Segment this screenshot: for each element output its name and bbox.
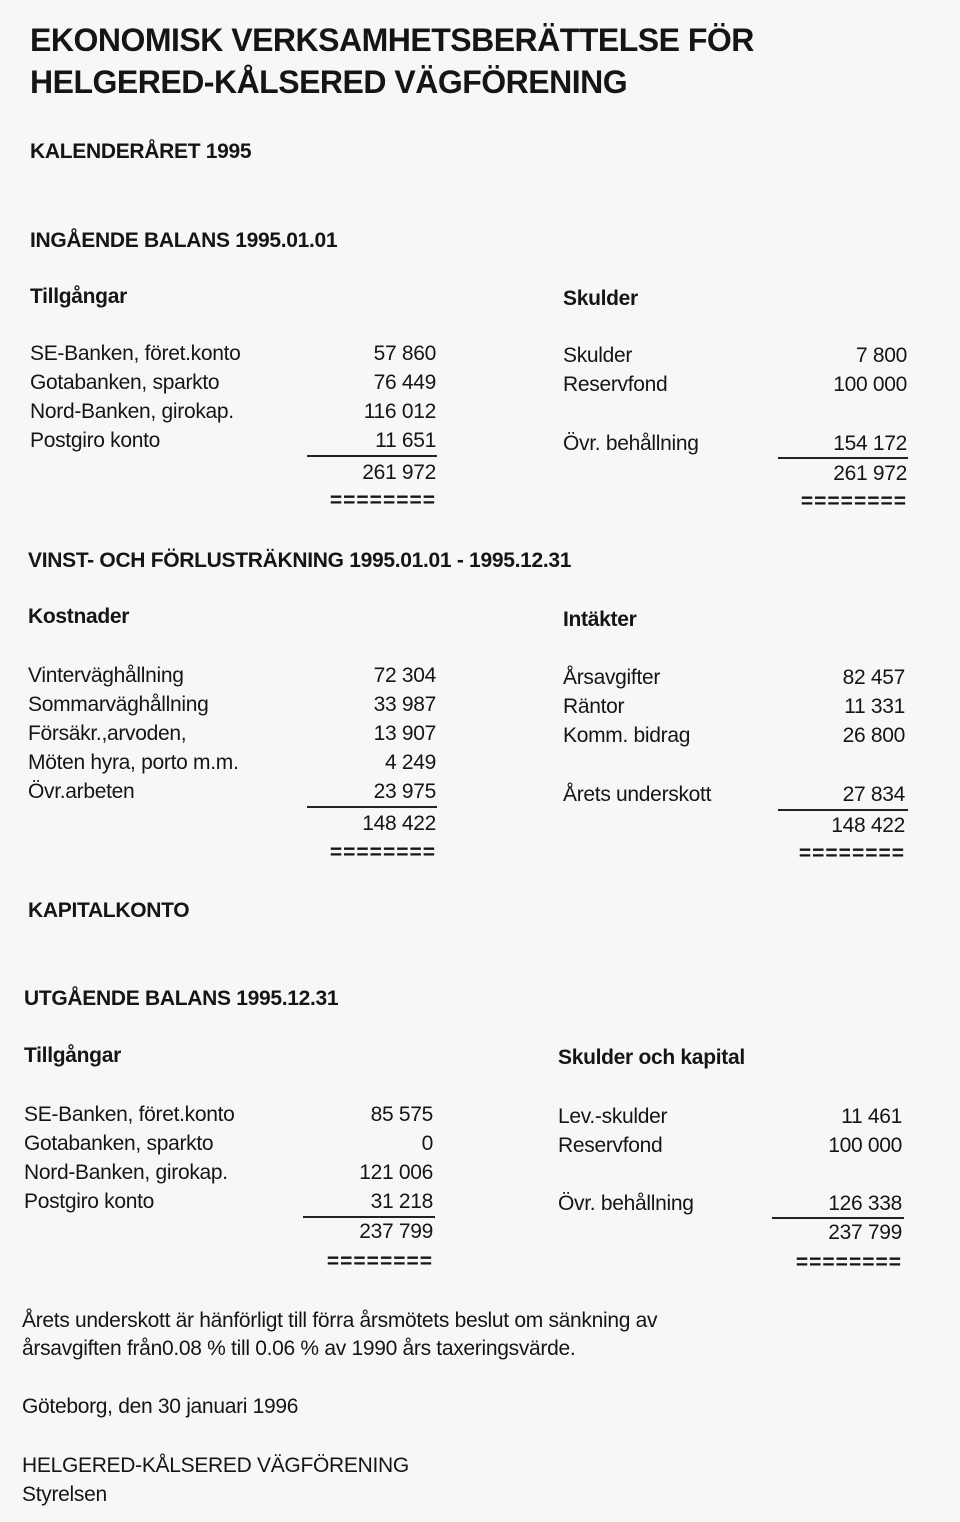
opening-liability-label: Övr. behållning: [563, 432, 699, 455]
cost-label: Försäkr.,arvoden,: [28, 722, 187, 745]
year-heading: KALENDERÅRET 1995: [30, 140, 252, 163]
cost-label: Sommarväghållning: [28, 693, 209, 716]
document-title-line1: EKONOMISK VERKSAMHETSBERÄTTELSE FÖR: [30, 22, 754, 58]
income-statement-heading: VINST- OCH FÖRLUSTRÄKNING 1995.01.01 - 1995.12.31: [28, 549, 572, 572]
income-label: Årets underskott: [563, 783, 712, 806]
double-underline: ========: [800, 490, 907, 513]
closing-balance-heading: UTGÅENDE BALANS 1995.12.31: [24, 987, 339, 1010]
cost-value: 13 907: [373, 722, 436, 745]
closing-liability-value: 126 338: [828, 1192, 902, 1215]
costs-total: 148 422: [362, 812, 436, 835]
opening-asset-label: SE-Banken, föret.konto: [30, 342, 241, 365]
cost-value: 72 304: [373, 664, 436, 687]
closing-assets-heading: Tillgångar: [24, 1044, 121, 1067]
closing-liability-label: Övr. behållning: [558, 1192, 694, 1215]
closing-asset-value: 31 218: [370, 1190, 433, 1213]
opening-asset-value: 11 651: [375, 429, 436, 452]
closing-asset-value: 0: [421, 1132, 433, 1155]
sum-rule: [778, 457, 908, 459]
opening-liabilities-total: 261 972: [833, 462, 907, 485]
cost-label: Övr.arbeten: [28, 780, 135, 803]
closing-liability-value: 100 000: [828, 1134, 902, 1157]
opening-asset-label: Gotabanken, sparkto: [30, 371, 220, 394]
signature-organisation: HELGERED-KÅLSERED VÄGFÖRENING: [22, 1454, 409, 1477]
closing-liabilities-total: 237 799: [828, 1221, 902, 1244]
sum-rule: [303, 1216, 435, 1218]
double-underline: ========: [798, 842, 905, 865]
double-underline: ========: [795, 1251, 902, 1274]
closing-asset-label: Postgiro konto: [24, 1190, 155, 1213]
sum-rule: [307, 806, 437, 808]
capital-account-heading: KAPITALKONTO: [28, 899, 190, 922]
closing-asset-label: SE-Banken, föret.konto: [24, 1103, 235, 1126]
opening-assets-total: 261 972: [362, 461, 436, 484]
opening-liability-value: 100 000: [833, 373, 907, 396]
opening-balance-heading: INGÅENDE BALANS 1995.01.01: [30, 229, 338, 252]
opening-liability-value: 154 172: [833, 432, 907, 455]
income-label: Komm. bidrag: [563, 724, 691, 747]
closing-asset-value: 85 575: [370, 1103, 433, 1126]
sum-rule: [778, 809, 908, 811]
cost-label: Vinterväghållning: [28, 664, 184, 687]
income-label: Räntor: [563, 695, 625, 718]
closing-liabilities-heading: Skulder och kapital: [558, 1046, 745, 1069]
income-value: 11 331: [844, 695, 905, 718]
closing-assets-total: 237 799: [359, 1220, 433, 1243]
opening-assets-heading: Tillgångar: [30, 285, 127, 308]
cost-label: Möten hyra, porto m.m.: [28, 751, 239, 774]
note-line-1: Årets underskott är hänförligt till förra årsmötets beslut om sänkning av: [22, 1309, 658, 1332]
closing-liability-label: Lev.-skulder: [558, 1105, 668, 1128]
closing-asset-label: Gotabanken, sparkto: [24, 1132, 214, 1155]
cost-value: 33 987: [373, 693, 436, 716]
double-underline: ========: [326, 1250, 433, 1273]
opening-liability-label: Skulder: [563, 344, 633, 367]
opening-liability-label: Reservfond: [563, 373, 668, 396]
closing-asset-label: Nord-Banken, girokap.: [24, 1161, 228, 1184]
cost-value: 4 249: [384, 751, 436, 774]
closing-liability-label: Reservfond: [558, 1134, 663, 1157]
opening-liability-value: 7 800: [855, 344, 907, 367]
closing-liability-value: 11 461: [841, 1105, 902, 1128]
income-label: Årsavgifter: [563, 666, 661, 689]
income-value: 27 834: [842, 783, 905, 806]
opening-asset-value: 116 012: [363, 400, 436, 423]
income-value: 82 457: [842, 666, 905, 689]
double-underline: ========: [329, 489, 436, 512]
note-line-2: årsavgiften från0.08 % till 0.06 % av 1990 års taxeringsvärde.: [22, 1337, 576, 1360]
opening-liabilities-heading: Skulder: [563, 287, 638, 310]
place-date: Göteborg, den 30 januari 1996: [22, 1395, 299, 1418]
sum-rule: [772, 1217, 904, 1219]
signature-board: Styrelsen: [22, 1483, 107, 1506]
income-value: 26 800: [842, 724, 905, 747]
income-heading: Intäkter: [563, 608, 637, 631]
document-title-line2: HELGERED-KÅLSERED VÄGFÖRENING: [30, 64, 628, 100]
opening-asset-label: Nord-Banken, girokap.: [30, 400, 234, 423]
sum-rule: [307, 455, 437, 457]
cost-value: 23 975: [373, 780, 436, 803]
closing-asset-value: 121 006: [359, 1161, 433, 1184]
opening-asset-label: Postgiro konto: [30, 429, 161, 452]
costs-heading: Kostnader: [28, 605, 130, 628]
income-total: 148 422: [831, 814, 905, 837]
double-underline: ========: [329, 841, 436, 864]
opening-asset-value: 57 860: [373, 342, 436, 365]
opening-asset-value: 76 449: [373, 371, 436, 394]
